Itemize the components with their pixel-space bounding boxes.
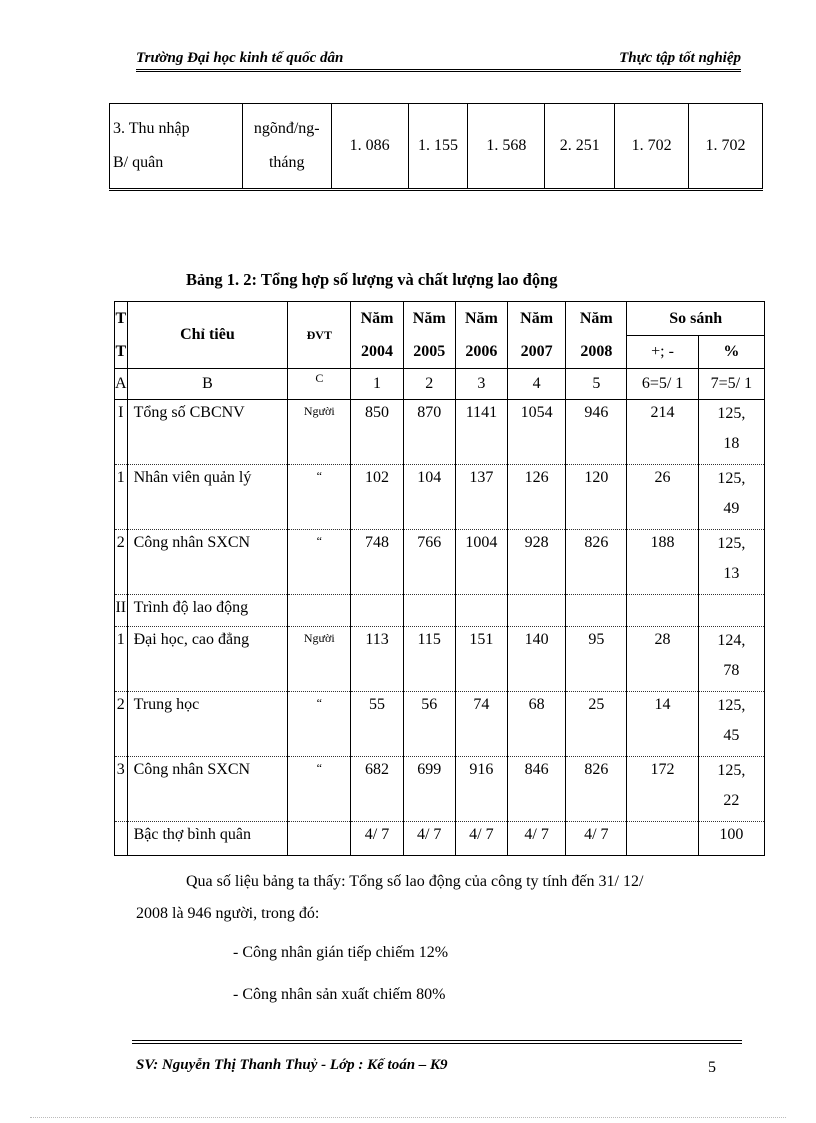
labor-table [114, 301, 765, 856]
table-row [115, 822, 765, 856]
table-row [115, 465, 765, 530]
footer-author: SV: Nguyễn Thị Thanh Thuỷ - Lớp : Kế toán – K9 [136, 1057, 448, 1073]
header-pct: % [698, 336, 764, 369]
row-value: 68 [508, 692, 566, 757]
row-diff: 188 [627, 530, 698, 595]
row-tt: I [115, 400, 128, 465]
header-nam: Năm [455, 302, 507, 336]
row-pct-line1: 125, [717, 470, 746, 487]
row-value: 4/ 7 [403, 822, 455, 856]
empty-cell [351, 595, 403, 627]
table-row [115, 595, 765, 627]
row-value: 120 [566, 465, 627, 530]
empty-cell [115, 822, 128, 856]
table-row [115, 530, 765, 595]
index-cell: 1 [351, 369, 403, 400]
row-pct-line2: 49 [723, 500, 740, 517]
income-value: 2. 251 [545, 104, 615, 190]
bullet-item: - Công nhân gián tiếp chiếm 12% [233, 944, 449, 961]
row-value: 946 [566, 400, 627, 465]
row-value: 137 [455, 465, 507, 530]
empty-cell [627, 822, 698, 856]
page-number: 5 [708, 1059, 716, 1076]
row-value: 140 [508, 627, 566, 692]
row-pct-line1: 125, [717, 405, 746, 422]
row-value: 55 [351, 692, 403, 757]
row-name: Tổng số CBCNV [127, 400, 288, 465]
row-pct-line2: 78 [723, 662, 740, 679]
empty-cell [403, 595, 455, 627]
paragraph-line: 2008 là 946 người, trong đó: [136, 905, 320, 922]
income-unit-line1: ngõnđ/ng- [253, 120, 320, 137]
row-unit: “ [288, 692, 351, 757]
row-diff: 26 [627, 465, 698, 530]
header-tt: T [115, 336, 128, 369]
row-tt: 3 [115, 757, 128, 822]
income-unit-line2: tháng [268, 154, 305, 171]
index-cell: A [115, 369, 128, 400]
row-pct-line2: 45 [723, 727, 740, 744]
table-caption: Bảng 1. 2: Tổng hợp số lượng và chất lượng lao động [186, 270, 558, 289]
row-pct-line2: 13 [723, 565, 740, 582]
empty-cell [288, 595, 351, 627]
row-name: Bậc thợ bình quân [127, 822, 288, 856]
header-rule [136, 69, 741, 72]
row-value: 126 [508, 465, 566, 530]
row-value: 846 [508, 757, 566, 822]
index-cell: 6=5/ 1 [627, 369, 698, 400]
empty-cell [566, 595, 627, 627]
table-row [115, 627, 765, 692]
row-tt: 1 [115, 465, 128, 530]
income-value: 1. 702 [689, 104, 763, 190]
table-row [110, 104, 763, 190]
row-name: Nhân viên quản lý [127, 465, 288, 530]
row-value: 4/ 7 [455, 822, 507, 856]
row-pct [698, 627, 764, 692]
income-label-line2: B/ quân [113, 154, 164, 171]
empty-cell [455, 595, 507, 627]
row-pct [698, 757, 764, 822]
row-value: 826 [566, 757, 627, 822]
row-name: Công nhân SXCN [127, 757, 288, 822]
header-year: 2007 [508, 336, 566, 369]
header-dvt: ĐVT [288, 302, 351, 369]
row-diff: 214 [627, 400, 698, 465]
row-value: 826 [566, 530, 627, 595]
index-cell: 5 [566, 369, 627, 400]
table-header-row [115, 302, 765, 336]
empty-cell [288, 822, 351, 856]
row-pct [698, 465, 764, 530]
row-unit: “ [288, 757, 351, 822]
income-value: 1. 568 [468, 104, 545, 190]
row-name: Trung học [127, 692, 288, 757]
index-cell: 4 [508, 369, 566, 400]
row-name: Trình độ lao động [127, 595, 288, 627]
table-row [115, 692, 765, 757]
row-pct [698, 692, 764, 757]
row-tt: 2 [115, 530, 128, 595]
header-nam: Năm [566, 302, 627, 336]
header-year: 2005 [403, 336, 455, 369]
header-nam: Năm [403, 302, 455, 336]
row-name: Đại học, cao đẳng [127, 627, 288, 692]
income-value: 1. 086 [331, 104, 408, 190]
table-row [115, 757, 765, 822]
row-value: 115 [403, 627, 455, 692]
header-year: 2006 [455, 336, 507, 369]
row-pct [698, 530, 764, 595]
row-value: 113 [351, 627, 403, 692]
row-tt: 1 [115, 627, 128, 692]
page-bottom-edge [30, 1117, 786, 1118]
row-unit: Người [288, 627, 351, 692]
row-tt: II [115, 595, 128, 627]
footer-rule [132, 1040, 742, 1044]
row-value: 95 [566, 627, 627, 692]
income-table [109, 103, 763, 191]
row-pct: 100 [698, 822, 764, 856]
income-label-line1: 3. Thu nhập [113, 120, 190, 137]
index-cell: C [288, 369, 351, 400]
row-pct-line1: 125, [717, 535, 746, 552]
index-cell: 3 [455, 369, 507, 400]
row-diff: 14 [627, 692, 698, 757]
row-value: 1004 [455, 530, 507, 595]
row-unit: “ [288, 465, 351, 530]
header-nam: Năm [351, 302, 403, 336]
header-year: 2004 [351, 336, 403, 369]
row-pct-line1: 124, [717, 632, 746, 649]
header-school: Trường Đại học kinh tế quốc dân [136, 50, 344, 66]
empty-cell [698, 595, 764, 627]
row-pct-line1: 125, [717, 762, 746, 779]
row-unit: “ [288, 530, 351, 595]
row-value: 916 [455, 757, 507, 822]
row-value: 682 [351, 757, 403, 822]
row-value: 4/ 7 [566, 822, 627, 856]
row-value: 766 [403, 530, 455, 595]
bullet-item: - Công nhân sản xuất chiếm 80% [233, 986, 446, 1003]
row-value: 928 [508, 530, 566, 595]
income-unit [242, 104, 331, 190]
row-value: 74 [455, 692, 507, 757]
row-value: 748 [351, 530, 403, 595]
income-value: 1. 155 [408, 104, 468, 190]
row-value: 25 [566, 692, 627, 757]
table-row [115, 400, 765, 465]
row-tt: 2 [115, 692, 128, 757]
row-value: 699 [403, 757, 455, 822]
income-label [110, 104, 243, 190]
row-value: 4/ 7 [351, 822, 403, 856]
header-year: 2008 [566, 336, 627, 369]
header-so-sanh: So sánh [627, 302, 765, 336]
row-pct [698, 400, 764, 465]
row-value: 1141 [455, 400, 507, 465]
index-cell: B [127, 369, 288, 400]
header-tt: T [115, 302, 128, 336]
row-value: 870 [403, 400, 455, 465]
row-diff: 28 [627, 627, 698, 692]
row-pct-line2: 18 [723, 435, 740, 452]
empty-cell [627, 595, 698, 627]
paragraph-line: Qua số liệu bảng ta thấy: Tổng số lao động của công ty tính đến 31/ 12/ [186, 873, 644, 890]
row-diff: 172 [627, 757, 698, 822]
header-diff: +; - [627, 336, 698, 369]
row-unit: Người [288, 400, 351, 465]
row-value: 151 [455, 627, 507, 692]
row-value: 56 [403, 692, 455, 757]
row-pct-line2: 22 [723, 792, 740, 809]
empty-cell [508, 595, 566, 627]
row-value: 4/ 7 [508, 822, 566, 856]
header-title: Thực tập tốt nghiệp [619, 50, 741, 66]
table-index-row [115, 369, 765, 400]
row-pct-line1: 125, [717, 697, 746, 714]
income-value: 1. 702 [615, 104, 689, 190]
row-value: 850 [351, 400, 403, 465]
row-value: 102 [351, 465, 403, 530]
index-cell: 7=5/ 1 [698, 369, 764, 400]
header-chi-tieu: Chỉ tiêu [127, 302, 288, 369]
row-name: Công nhân SXCN [127, 530, 288, 595]
index-cell: 2 [403, 369, 455, 400]
row-value: 1054 [508, 400, 566, 465]
row-value: 104 [403, 465, 455, 530]
page-header [136, 46, 741, 70]
header-nam: Năm [508, 302, 566, 336]
